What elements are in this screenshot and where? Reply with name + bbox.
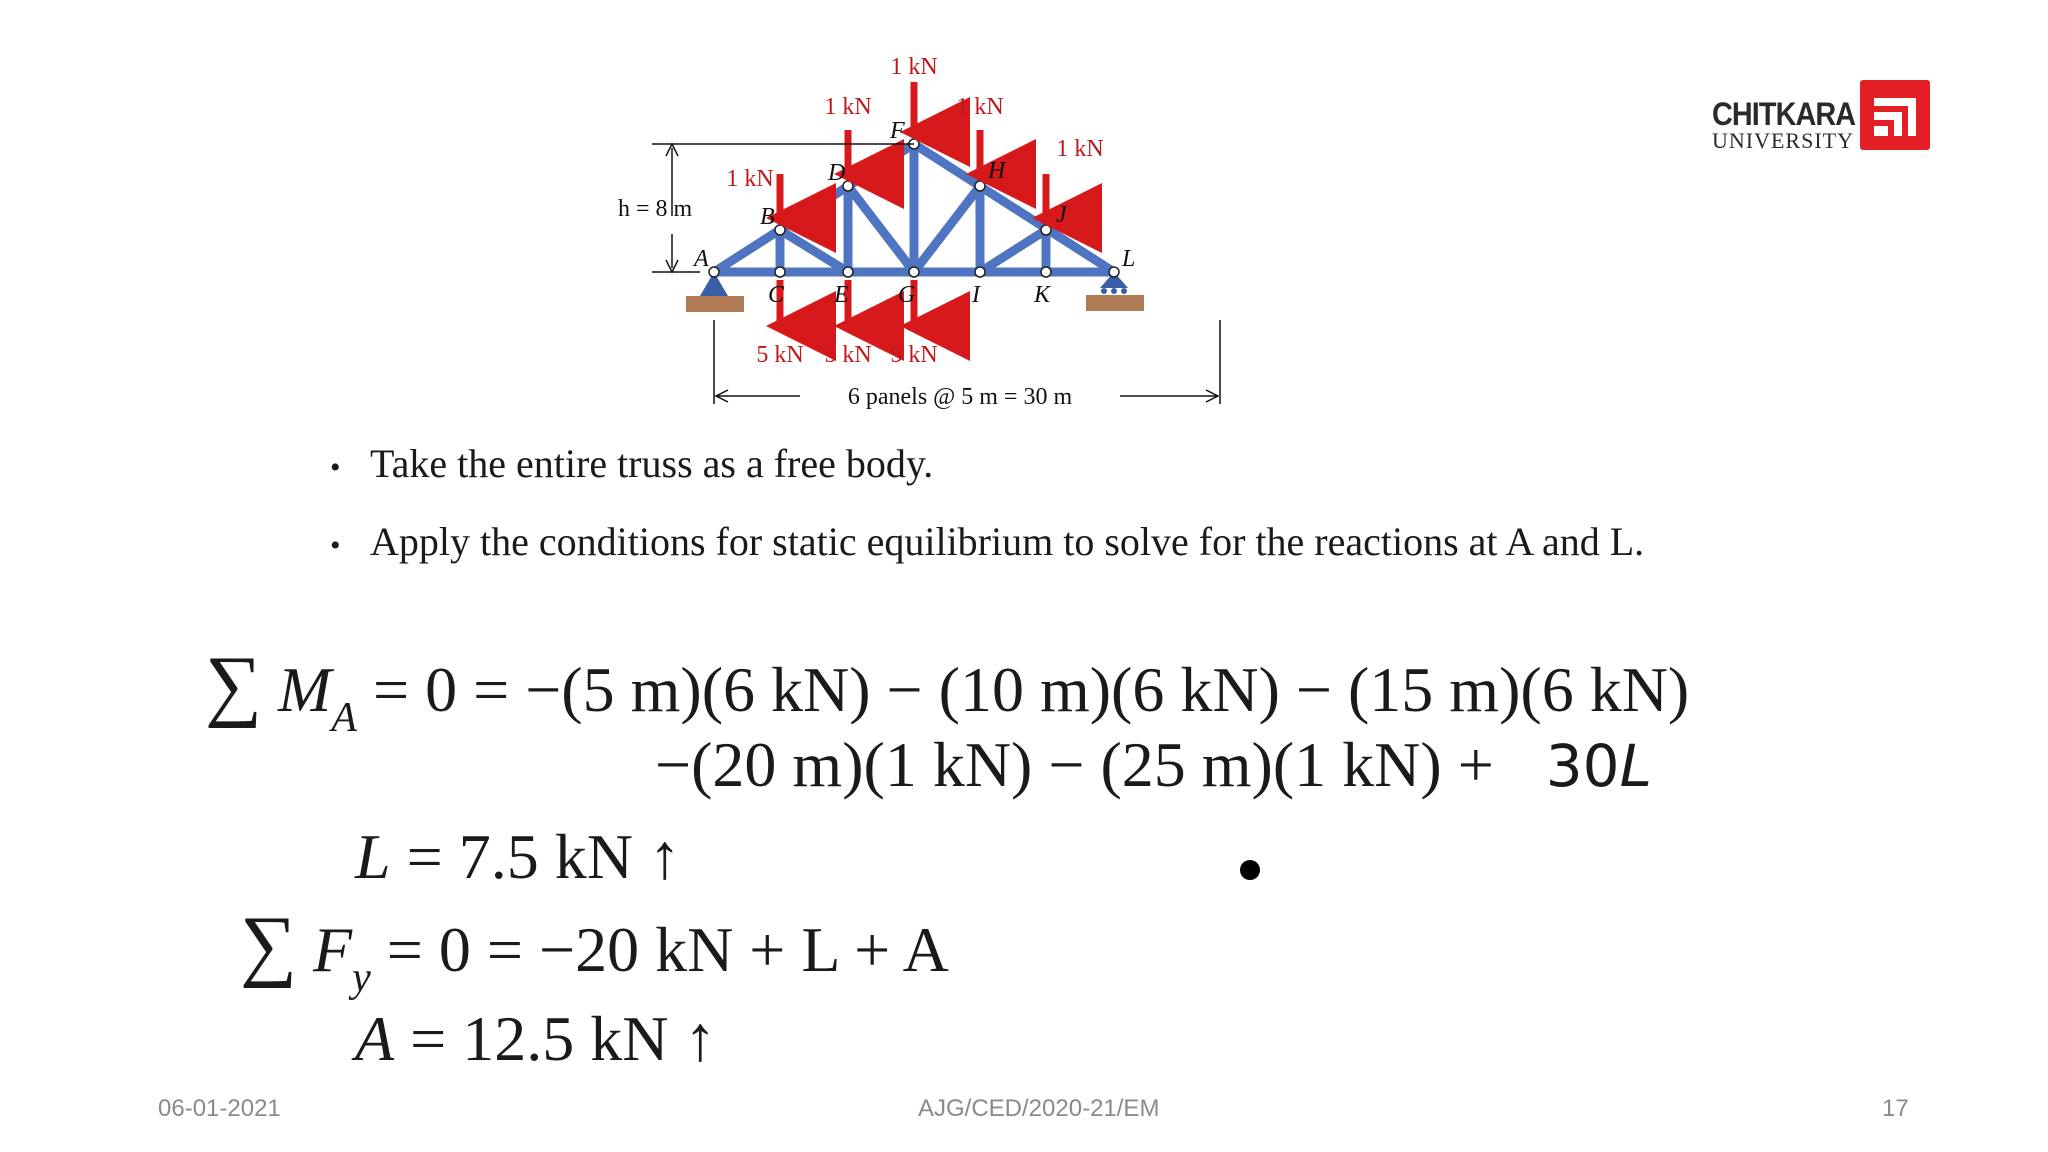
force-symbol: F (313, 914, 353, 985)
moment-equation (205, 640, 1690, 741)
bullet-item (330, 440, 1830, 518)
force-subscript: y (352, 955, 371, 1001)
force-equation-rhs: = 0 = −20 kN + L + A (386, 914, 949, 985)
load-label-top: 1 kN (956, 94, 1004, 120)
force-equation (240, 900, 949, 1001)
result-L-variable: L (355, 821, 391, 892)
node-label: D (828, 160, 846, 186)
node-label: E (834, 282, 849, 308)
pin-support-left (686, 272, 744, 312)
load-label-bottom: 5 kN (756, 342, 804, 368)
load-label-top: 1 kN (890, 54, 938, 80)
node-label: A (694, 246, 709, 272)
moment-equation-continued (655, 728, 1652, 802)
reaction-variable: L (1619, 732, 1652, 800)
bullet-item (330, 518, 1830, 596)
node-label: H (988, 158, 1006, 184)
logo-subtitle: UNIVERSITY (1712, 128, 1854, 153)
node-label: C (768, 282, 785, 308)
node-label: I (972, 282, 980, 308)
roller-support-right (1086, 272, 1144, 311)
node-label: G (898, 282, 916, 308)
load-label-top: 1 kN (824, 94, 872, 120)
reaction-coefficient: 30 (1545, 732, 1620, 800)
load-label-top: 1 kN (1056, 136, 1104, 162)
bullet-icon: • (330, 451, 341, 484)
logo-name: CHITKARA (1712, 96, 1856, 132)
result-A-variable: A (355, 1003, 395, 1074)
result-L (355, 820, 681, 894)
bullet-list (330, 440, 1830, 596)
node-label: J (1056, 202, 1067, 228)
result-A-value: = 12.5 kN ↑ (410, 1003, 717, 1074)
load-label-bottom: 5 kN (824, 342, 872, 368)
footer-course-code: AJG/CED/2020-21/EM (918, 1095, 1160, 1122)
moment-equation-line2: −(20 m)(1 kN) − (25 m)(1 kN) + (655, 729, 1494, 800)
logo-emblem-icon (1860, 80, 1930, 150)
node-label: B (760, 204, 775, 230)
bullet-text: Take the entire truss as a free body. (370, 441, 934, 486)
result-L-value: = 7.5 kN ↑ (406, 821, 681, 892)
result-A (355, 1002, 716, 1076)
truss-diagram (600, 40, 1260, 420)
span-label: 6 panels @ 5 m = 30 m (847, 384, 1073, 410)
node-label: L (1122, 246, 1136, 272)
node-label: F (890, 118, 905, 144)
height-label: h = 8 m (618, 196, 693, 222)
bullet-text: Apply the conditions for static equilibrium to solve for the reactions at A and L. (370, 519, 1645, 564)
node-label: K (1034, 282, 1051, 308)
moment-equation-rhs: = 0 = −(5 m)(6 kN) − (10 m)(6 kN) − (15 m)(6 kN) (373, 654, 1690, 725)
footer-page-number: 17 (1882, 1095, 1909, 1122)
moment-subscript: A (331, 695, 357, 741)
footer-date: 06-01-2021 (158, 1095, 281, 1122)
bullet-icon: • (330, 529, 341, 562)
moment-symbol: M (278, 654, 332, 725)
logo-wordmark (1712, 98, 1871, 152)
load-label-top: 1 kN (726, 166, 774, 192)
sigma-symbol: ∑ (240, 901, 298, 989)
load-label-bottom: 5 kN (890, 342, 938, 368)
bullet-dot-icon (1238, 858, 1262, 882)
sigma-symbol: ∑ (205, 641, 263, 729)
